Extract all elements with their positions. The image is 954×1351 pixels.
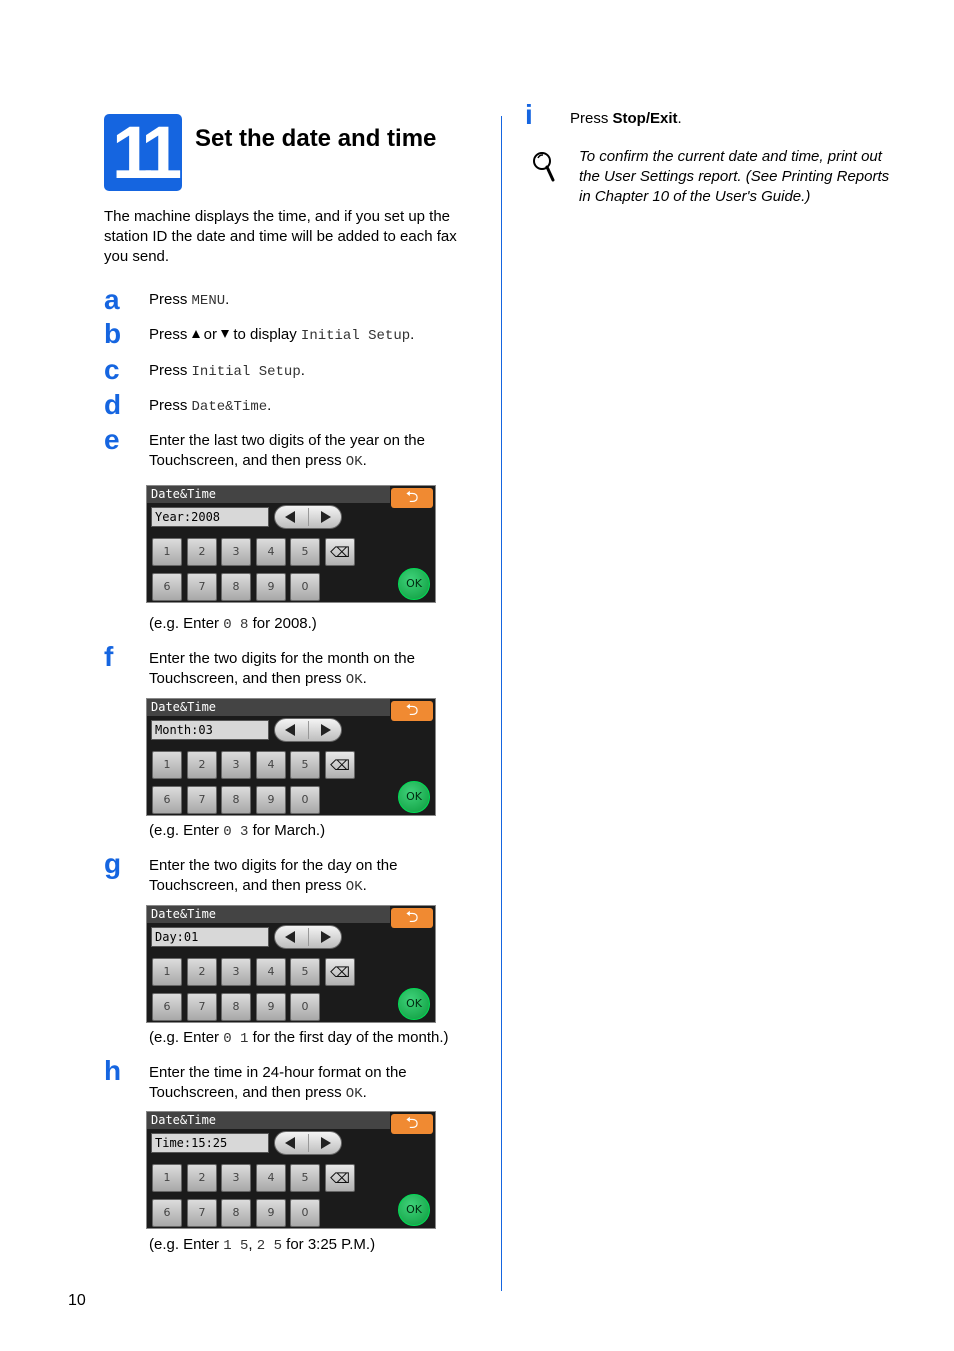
step-letter-e: e <box>104 424 120 455</box>
ok-button[interactable]: OK <box>398 988 430 1020</box>
lcd-title: Date&Time <box>151 700 217 714</box>
step-f-example: (e.g. Enter 0 3 for March.) <box>149 822 326 840</box>
step-c-text: Press Initial Setup. <box>149 362 305 380</box>
key-2[interactable]: 2 <box>187 958 217 986</box>
key-1[interactable]: 1 <box>152 1164 182 1192</box>
lcd-title: Date&Time <box>151 907 217 921</box>
key-6[interactable]: 6 <box>152 786 182 814</box>
ok-button[interactable]: OK <box>398 1194 430 1226</box>
step-g-text: Enter the two digits for the day on the Touchscreen, and then press OK. <box>149 857 398 895</box>
key-5[interactable]: 5 <box>290 1164 320 1192</box>
right-arrow-icon[interactable] <box>321 511 331 523</box>
key-4[interactable]: 4 <box>256 1164 286 1192</box>
lcd-screen-time <box>146 1111 436 1229</box>
key-5[interactable]: 5 <box>290 751 320 779</box>
day-field: Day:01 <box>151 927 269 947</box>
key-7[interactable]: 7 <box>187 1199 217 1227</box>
arrow-buttons[interactable] <box>274 925 342 949</box>
back-button[interactable]: ⮌ <box>391 1114 433 1134</box>
key-7[interactable]: 7 <box>187 993 217 1021</box>
key-8[interactable]: 8 <box>221 993 251 1021</box>
key-7[interactable]: 7 <box>187 573 217 601</box>
key-9[interactable]: 9 <box>256 786 286 814</box>
back-button[interactable]: ⮌ <box>391 488 433 508</box>
step-b-text: Press or to display Initial Setup. <box>149 326 415 344</box>
left-arrow-icon[interactable] <box>285 931 295 943</box>
left-arrow-icon[interactable] <box>285 724 295 736</box>
lcd-title: Date&Time <box>151 1113 217 1127</box>
step-d-text: Press Date&Time. <box>149 397 272 415</box>
key-3[interactable]: 3 <box>221 751 251 779</box>
key-6[interactable]: 6 <box>152 573 182 601</box>
lcd-screen-month <box>146 698 436 816</box>
triangle-up-icon <box>192 330 200 338</box>
page-number: 10 <box>68 1292 86 1309</box>
key-1[interactable]: 1 <box>152 958 182 986</box>
column-divider <box>501 116 502 1291</box>
key-1[interactable]: 1 <box>152 751 182 779</box>
step-letter-d: d <box>104 389 122 420</box>
key-8[interactable]: 8 <box>221 786 251 814</box>
key-9[interactable]: 9 <box>256 993 286 1021</box>
step-letter-b: b <box>104 318 122 349</box>
arrow-buttons[interactable] <box>274 1131 342 1155</box>
key-9[interactable]: 9 <box>256 573 286 601</box>
step-h-text: Enter the time in 24-hour format on the Touchscreen, and then press OK. <box>149 1064 407 1102</box>
key-8[interactable]: 8 <box>221 573 251 601</box>
key-0[interactable]: 0 <box>290 573 320 601</box>
lcd-screen-year <box>146 485 436 603</box>
key-6[interactable]: 6 <box>152 993 182 1021</box>
key-2[interactable]: 2 <box>187 538 217 566</box>
step-letter-h: h <box>104 1055 122 1086</box>
section-title: Set the date and time <box>195 125 437 152</box>
key-0[interactable]: 0 <box>290 786 320 814</box>
step-letter-i: i <box>525 99 533 130</box>
key-2[interactable]: 2 <box>187 1164 217 1192</box>
backspace-button[interactable]: ⌫ <box>325 958 355 986</box>
arrow-buttons[interactable] <box>274 505 342 529</box>
section-number-badge: 11 <box>104 114 182 191</box>
key-6[interactable]: 6 <box>152 1199 182 1227</box>
step-letter-g: g <box>104 848 122 879</box>
key-3[interactable]: 3 <box>221 538 251 566</box>
triangle-down-icon <box>221 330 229 338</box>
step-i-text: Press Stop/Exit. <box>570 110 682 127</box>
step-h-example: (e.g. Enter 1 5, 2 5 for 3:25 P.M.) <box>149 1236 376 1254</box>
magnifier-icon <box>530 150 558 184</box>
time-field: Time:15:25 <box>151 1133 269 1153</box>
backspace-button[interactable]: ⌫ <box>325 1164 355 1192</box>
key-0[interactable]: 0 <box>290 993 320 1021</box>
right-arrow-icon[interactable] <box>321 724 331 736</box>
ok-button[interactable]: OK <box>398 568 430 600</box>
intro-paragraph: The machine displays the time, and if you set up the station ID the date and time will be added to each fax you send. <box>104 208 457 265</box>
right-arrow-icon[interactable] <box>321 1137 331 1149</box>
step-letter-a: a <box>104 284 120 315</box>
backspace-button[interactable]: ⌫ <box>325 751 355 779</box>
step-a-text: Press MENU. <box>149 291 230 309</box>
tip-text: To confirm the current date and time, print out the User Settings report. (See Printing Reports in Chapter 10 of the User's Guide.) <box>579 148 890 205</box>
right-arrow-icon[interactable] <box>321 931 331 943</box>
key-2[interactable]: 2 <box>187 751 217 779</box>
key-3[interactable]: 3 <box>221 1164 251 1192</box>
step-g-example: (e.g. Enter 0 1 for the first day of the month.) <box>149 1029 449 1047</box>
back-button[interactable]: ⮌ <box>391 701 433 721</box>
month-field: Month:03 <box>151 720 269 740</box>
backspace-button[interactable]: ⌫ <box>325 538 355 566</box>
key-9[interactable]: 9 <box>256 1199 286 1227</box>
ok-button[interactable]: OK <box>398 781 430 813</box>
key-4[interactable]: 4 <box>256 958 286 986</box>
lcd-title: Date&Time <box>151 487 217 501</box>
key-0[interactable]: 0 <box>290 1199 320 1227</box>
key-4[interactable]: 4 <box>256 751 286 779</box>
step-letter-f: f <box>104 641 114 672</box>
key-5[interactable]: 5 <box>290 958 320 986</box>
key-1[interactable]: 1 <box>152 538 182 566</box>
key-8[interactable]: 8 <box>221 1199 251 1227</box>
key-5[interactable]: 5 <box>290 538 320 566</box>
step-f-text: Enter the two digits for the month on the Touchscreen, and then press OK. <box>149 650 415 688</box>
step-letter-c: c <box>104 354 120 385</box>
key-3[interactable]: 3 <box>221 958 251 986</box>
step-e-text: Enter the last two digits of the year on the Touchscreen, and then press OK. <box>149 432 425 470</box>
arrow-buttons[interactable] <box>274 718 342 742</box>
left-arrow-icon[interactable] <box>285 511 295 523</box>
year-field: Year:2008 <box>151 507 269 527</box>
lcd-screen-day <box>146 905 436 1023</box>
key-7[interactable]: 7 <box>187 786 217 814</box>
left-arrow-icon[interactable] <box>285 1137 295 1149</box>
key-4[interactable]: 4 <box>256 538 286 566</box>
step-e-example: (e.g. Enter 0 8 for 2008.) <box>149 615 317 633</box>
back-button[interactable]: ⮌ <box>391 908 433 928</box>
